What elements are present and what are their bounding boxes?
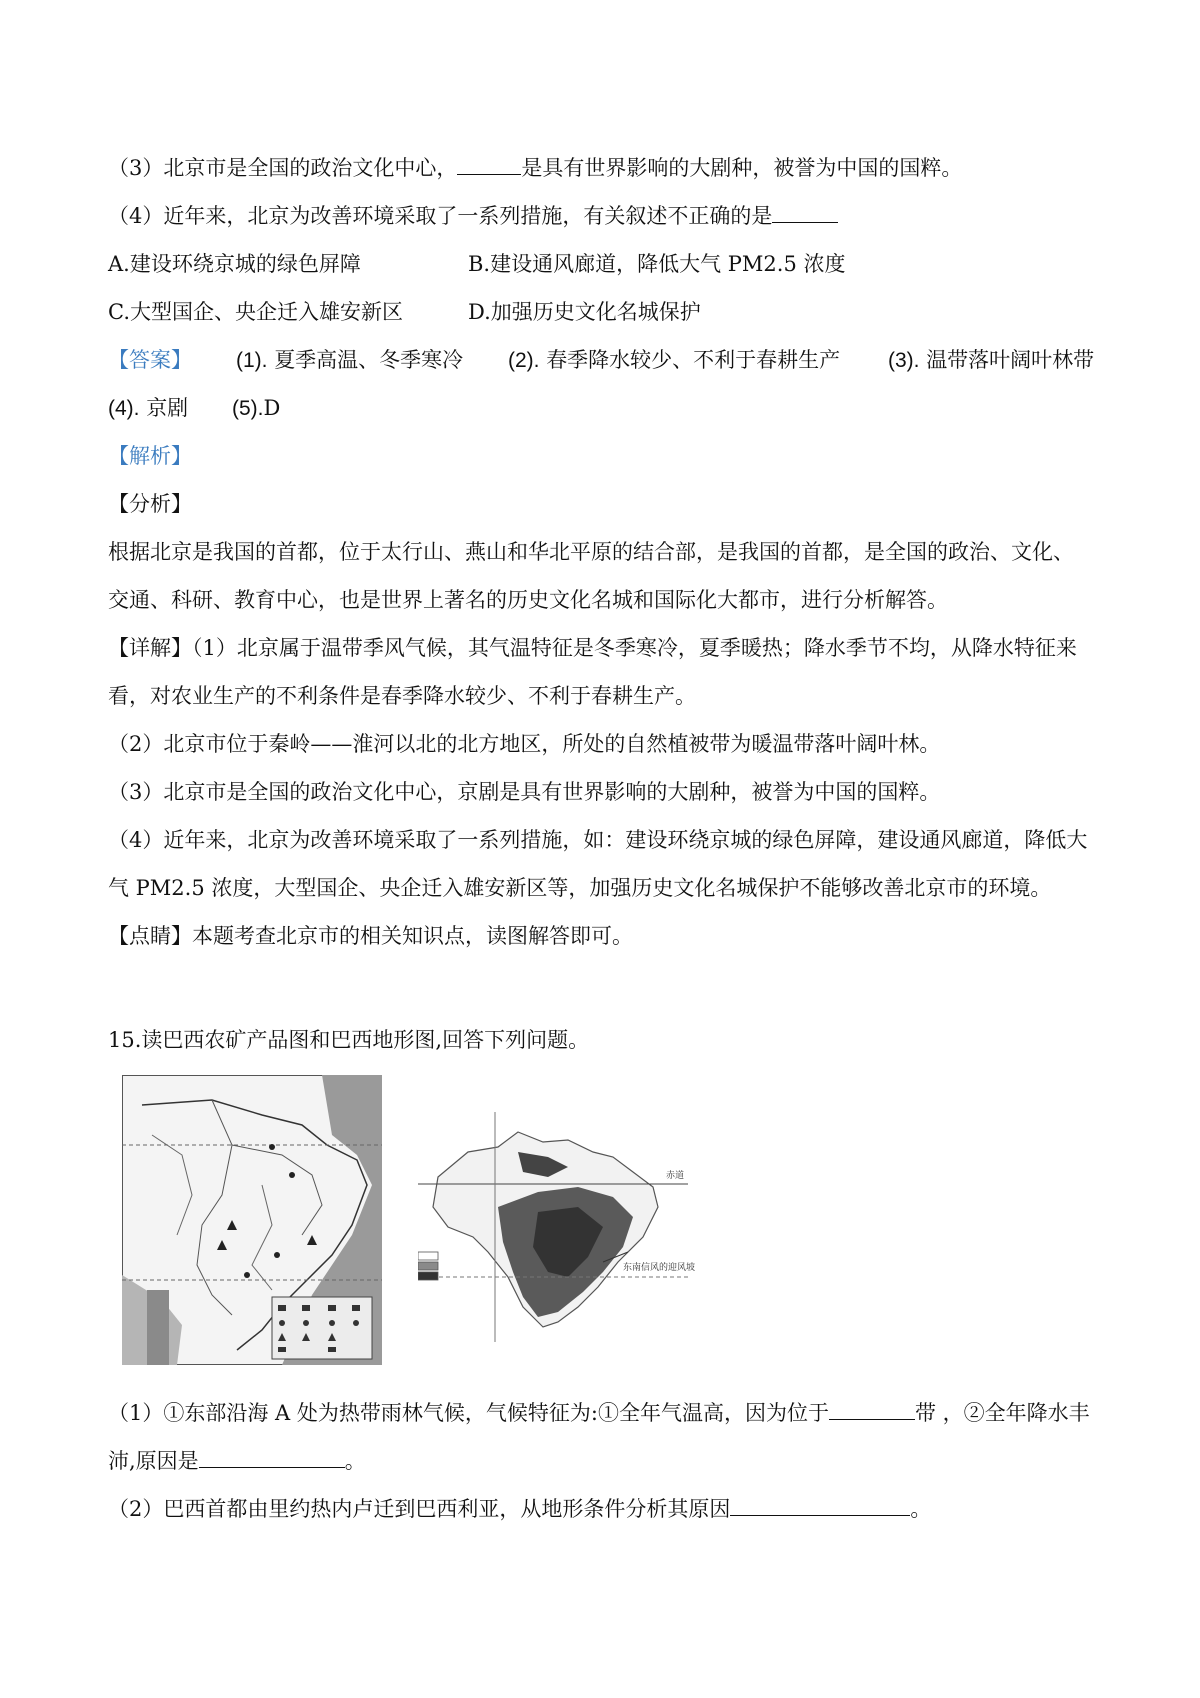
question-3-line <box>108 153 962 183</box>
option-c: C.大型国企、央企迁入雄安新区 <box>108 300 403 324</box>
q15-sub1-text-a: （1）①东部沿海 A 处为热带雨林气候，气候特征为:①全年气温高，因为位于 <box>108 1401 829 1425</box>
detail-line-4: （3）北京市是全国的政治文化中心，京剧是具有世界影响的大剧种，被誉为中国的国粹。 <box>108 780 941 804</box>
equator-label: 赤道 <box>666 1171 685 1181</box>
answer-blank <box>730 1497 910 1516</box>
detail-line-6: 气 PM2.5 浓度，大型国企、央企迁入雄安新区等，加强历史文化名城保护不能够改善北京市的环境。 <box>108 876 1052 900</box>
brazil-agri-mineral-map <box>122 1075 382 1365</box>
wind-label: 东南信风的迎风坡 <box>623 1263 696 1273</box>
answer-item-4 <box>108 393 188 424</box>
map-graphic <box>418 1112 708 1342</box>
brazil-terrain-map <box>418 1112 708 1342</box>
answer-item-5 <box>232 393 280 424</box>
answer-text: 夏季高温、冬季寒冷 <box>274 348 464 372</box>
fenxi-label: 【分析】 <box>108 492 192 516</box>
detail-line-3: （2）北京市位于秦岭——淮河以北的北方地区，所处的自然植被带为暖温带落叶阔叶林。 <box>108 732 941 756</box>
q15-sub1-text-b: 带 ，②全年降水丰 <box>914 1401 1090 1425</box>
answer-number: (5). <box>232 397 264 420</box>
answer-blank <box>457 156 521 175</box>
answer-text: 温带落叶阔叶林带 <box>926 348 1095 372</box>
answer-blank <box>772 204 838 223</box>
answer-item-2 <box>508 345 840 376</box>
answer-number: (3). <box>888 349 920 372</box>
dianjing-line: 【点睛】本题考查北京市的相关知识点，读图解答即可。 <box>108 924 633 948</box>
detail-line-1: 【详解】（1）北京属于温带季风气候，其气温特征是冬季寒冷，夏季暖热；降水季节不均，从降水特征来 <box>108 636 1077 660</box>
detail-line-2: 看，对农业生产的不利条件是春季降水较少、不利于春耕生产。 <box>108 684 696 708</box>
question-4-text: （4）近年来，北京为改善环境采取了一系列措施，有关叙述不正确的是 <box>108 204 773 228</box>
answer-blank <box>199 1449 345 1468</box>
question-4-line <box>108 201 838 231</box>
option-d: D.加强历史文化名城保护 <box>468 300 701 324</box>
answer-number: (1). <box>236 349 268 372</box>
answer-number: (2). <box>508 349 540 372</box>
answer-blank <box>829 1401 915 1420</box>
answer-label: 【答案】 <box>108 348 192 372</box>
map-graphic <box>122 1075 382 1365</box>
question-3-prefix: （3）北京市是全国的政治文化中心， <box>108 156 458 180</box>
answer-item-1 <box>236 345 463 376</box>
answer-number: (4). <box>108 397 140 420</box>
q15-sub1-line2 <box>108 1446 366 1476</box>
q15-sub2-text-b: 。 <box>910 1497 932 1521</box>
question-3-suffix: 是具有世界影响的大剧种，被誉为中国的国粹。 <box>521 156 963 180</box>
q15-sub1-line1 <box>108 1398 1090 1428</box>
q15-sub2-text-a: （2）巴西首都由里约热内卢迁到巴西利亚，从地形条件分析其原因 <box>108 1497 731 1521</box>
analysis-label: 【解析】 <box>108 444 192 468</box>
q15-sub1-text-c: 沛,原因是 <box>108 1449 199 1473</box>
option-a: A.建设环绕京城的绿色屏障 <box>108 252 361 276</box>
option-b: B.建设通风廊道，降低大气 PM2.5 浓度 <box>468 252 846 276</box>
fenxi-body-line-2: 交通、科研、教育中心，也是世界上著名的历史文化名城和国际化大都市，进行分析解答。 <box>108 588 948 612</box>
detail-line-5: （4）近年来，北京为改善环境采取了一系列措施，如：建设环绕京城的绿色屏障，建设通风廊道，降低大 <box>108 828 1088 852</box>
question-15-title: 15.读巴西农矿产品图和巴西地形图,回答下列问题。 <box>108 1028 590 1052</box>
answer-text: D <box>263 396 281 420</box>
q15-sub1-text-d: 。 <box>344 1449 366 1473</box>
answer-item-3 <box>888 345 1094 376</box>
q15-sub2-line <box>108 1494 931 1524</box>
answer-text: 春季降水较少、不利于春耕生产 <box>546 348 841 372</box>
fenxi-body-line-1: 根据北京是我国的首都，位于太行山、燕山和华北平原的结合部，是我国的首都，是全国的政治、文化、 <box>108 540 1074 564</box>
answer-text: 京剧 <box>146 396 189 420</box>
